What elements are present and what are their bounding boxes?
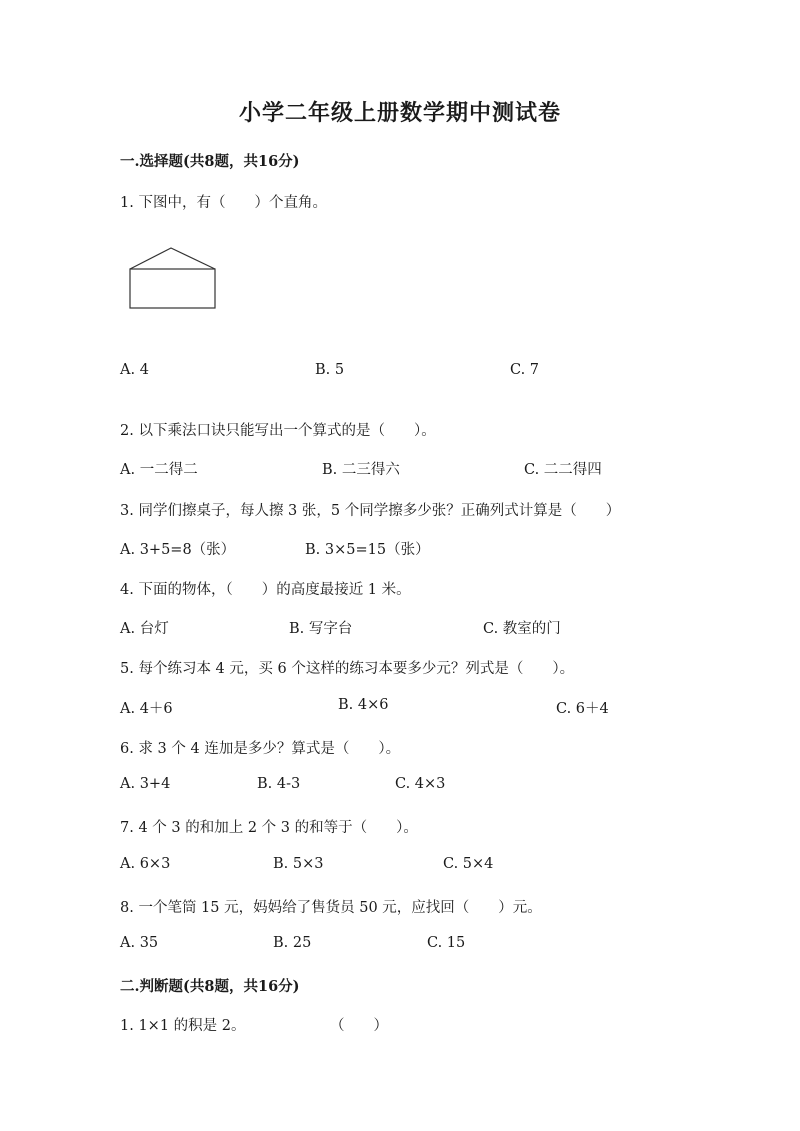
q2-option-b[interactable]: B. 二三得六: [322, 462, 400, 478]
q8-option-b[interactable]: B. 25: [273, 935, 312, 951]
q8-option-c[interactable]: C. 15: [427, 935, 466, 951]
question-4: 4. 下面的物体，（ ）的高度最接近 1 米。: [120, 582, 411, 598]
question-6: 6. 求 3 个 4 连加是多少？算式是（ ）。: [120, 741, 401, 757]
q7-option-b[interactable]: B. 5×3: [273, 856, 324, 872]
section-heading-judgment: 二.判断题(共8题，共16分): [120, 978, 300, 995]
judgment-question-1: 1. 1×1 的积是 2。: [120, 1018, 246, 1034]
pentagon-figure: [128, 244, 220, 314]
question-2: 2. 以下乘法口诀只能写出一个算式的是（ ）。: [120, 423, 436, 439]
question-1: 1. 下图中，有（ ）个直角。: [120, 195, 327, 211]
q4-option-a[interactable]: A. 台灯: [120, 621, 169, 637]
q5-option-c[interactable]: C. 6＋4: [556, 701, 609, 717]
question-5: 5. 每个练习本 4 元，买 6 个这样的练习本要多少元？列式是（ ）。: [120, 661, 575, 677]
section-heading-choice: 一.选择题(共8题，共16分): [120, 153, 300, 170]
q4-option-c[interactable]: C. 教室的门: [483, 621, 561, 637]
q7-option-a[interactable]: A. 6×3: [120, 856, 171, 872]
q1-option-c[interactable]: C. 7: [510, 362, 540, 378]
q6-option-c[interactable]: C. 4×3: [395, 776, 446, 792]
q5-option-a[interactable]: A. 4＋6: [120, 701, 173, 717]
judgment-1-answer-blank[interactable]: （ ）: [330, 1018, 388, 1034]
q1-option-a[interactable]: A. 4: [120, 362, 149, 378]
question-8: 8. 一个笔筒 15 元，妈妈给了售货员 50 元，应找回（ ）元。: [120, 900, 542, 916]
q2-option-c[interactable]: C. 二二得四: [524, 462, 602, 478]
question-3: 3. 同学们擦桌子，每人擦 3 张，5 个同学擦多少张？正确列式计算是（ ）: [120, 503, 621, 519]
q6-option-b[interactable]: B. 4-3: [257, 776, 301, 792]
page-title: 小学二年级上册数学期中测试卷: [238, 100, 561, 126]
q3-option-b[interactable]: B. 3×5=15（张）: [305, 542, 430, 558]
q6-option-a[interactable]: A. 3+4: [120, 776, 171, 792]
q2-option-a[interactable]: A. 一二得二: [120, 462, 198, 478]
q5-option-b[interactable]: B. 4×6: [338, 697, 389, 713]
q3-option-a[interactable]: A. 3+5=8（张）: [120, 542, 236, 558]
q8-option-a[interactable]: A. 35: [120, 935, 159, 951]
question-7: 7. 4 个 3 的和加上 2 个 3 的和等于（ ）。: [120, 820, 418, 836]
q4-option-b[interactable]: B. 写字台: [289, 621, 353, 637]
q7-option-c[interactable]: C. 5×4: [443, 856, 494, 872]
q1-option-b[interactable]: B. 5: [315, 362, 345, 378]
